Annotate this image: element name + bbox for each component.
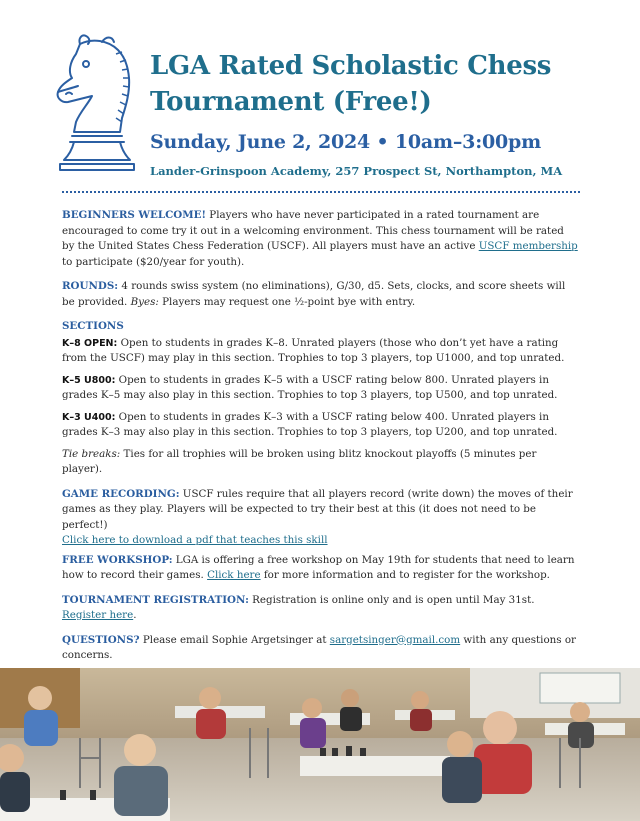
registration-text: Registration is online only and is open until May 31st. xyxy=(248,593,535,606)
beginners-paragraph xyxy=(62,208,578,270)
sections-heading: SECTIONS xyxy=(62,320,124,332)
section-name: K–3 U400: xyxy=(62,411,116,423)
byes-text: Players may request one ½-point bye with entry. xyxy=(158,295,416,308)
registration-period: . xyxy=(133,609,137,621)
section-name: K–8 OPEN: xyxy=(62,337,118,349)
rounds-heading: ROUNDS: xyxy=(62,280,119,292)
email-link[interactable]: sargetsinger@gmail.com xyxy=(329,633,461,646)
event-date: Sunday, June 2, 2024 • 10am–3:00pm xyxy=(150,131,542,153)
section-text: Open to students in grades K–8. Unrated players (those who don’t yet have a rating from the USCF) may play in this section. Trophies to top 3 players, top U1000, and top unrated. xyxy=(62,336,565,364)
section-k8-open xyxy=(62,336,578,367)
recording-paragraph xyxy=(62,487,578,549)
beginners-text-end: to participate ($20/year for youth). xyxy=(62,255,245,268)
recording-heading: GAME RECORDING: xyxy=(62,487,180,500)
workshop-text: LGA is offering a free workshop on May 19th for students that need to learn how to record their games. xyxy=(62,553,575,581)
questions-text: Please email Sophie Argetsinger at xyxy=(139,633,330,646)
questions-paragraph xyxy=(62,633,578,664)
tiebreak-text: Ties for all trophies will be broken using blitz knockout playoffs (5 minutes per player). xyxy=(62,447,537,475)
workshop-text-end: for more information and to register for the workshop. xyxy=(260,569,550,581)
workshop-link[interactable]: Click here xyxy=(207,569,261,581)
beginners-heading: BEGINNERS WELCOME! xyxy=(62,209,206,221)
dotted-divider xyxy=(62,191,580,193)
download-pdf-link[interactable]: Click here to download a pdf that teaches this skill xyxy=(62,534,328,546)
page-title xyxy=(150,48,620,120)
section-text: Open to students in grades K–3 with a USCF rating below 400. Unrated players in grades K–3 may also play in this section. Trophies to top 3 players, top U200, and top unrated. xyxy=(62,410,558,438)
recording-text: USCF rules require that all players record (write down) the moves of their games as they play. Players will be expected to try their best at this (it does not need to be perfect!) xyxy=(62,487,573,531)
beginners-text: Players who have never participated in a rated tournament are encouraged to come try it out in a welcoming environment. This chess tournament will be rated by the United States Chess Federation (USCF). All players must have an active xyxy=(62,209,564,252)
chess-knight-icon xyxy=(50,32,142,180)
workshop-heading: FREE WORKSHOP: xyxy=(62,553,173,566)
rounds-paragraph xyxy=(62,279,578,310)
section-name: K–5 U800: xyxy=(62,374,116,386)
tiebreak-label: Tie breaks: xyxy=(62,447,121,460)
sections-block xyxy=(62,319,578,478)
section-text: Open to students in grades K–5 with a USCF rating below 800. Unrated players in grades K–5 may also play in this section. Trophies to top 3 players, top U500, and top unrated. xyxy=(62,373,558,401)
registration-paragraph xyxy=(62,593,578,624)
rounds-text: 4 rounds swiss system (no eliminations), G/30, d5. Sets, clocks, and score sheets will be provided. xyxy=(62,280,566,308)
tournament-photo xyxy=(0,668,640,821)
uscf-membership-link[interactable]: USCF membership xyxy=(478,240,578,252)
register-link[interactable]: Register here xyxy=(62,609,134,621)
registration-heading: TOURNAMENT REGISTRATION: xyxy=(62,593,249,606)
questions-text-end: with any questions or concerns. xyxy=(62,633,576,661)
questions-heading: QUESTIONS? xyxy=(62,633,140,646)
flyer-body xyxy=(62,208,578,673)
section-k5-u800 xyxy=(62,373,578,404)
tiebreak-paragraph xyxy=(62,447,578,478)
workshop-paragraph xyxy=(62,553,578,584)
title-line-2: Tournament (Free!) xyxy=(150,87,432,117)
section-k3-u400 xyxy=(62,410,578,441)
title-line-1: LGA Rated Scholastic Chess xyxy=(150,51,552,81)
byes-label: Byes: xyxy=(130,295,159,308)
event-venue: Lander-Grinspoon Academy, 257 Prospect St, Northampton, MA xyxy=(150,164,563,178)
